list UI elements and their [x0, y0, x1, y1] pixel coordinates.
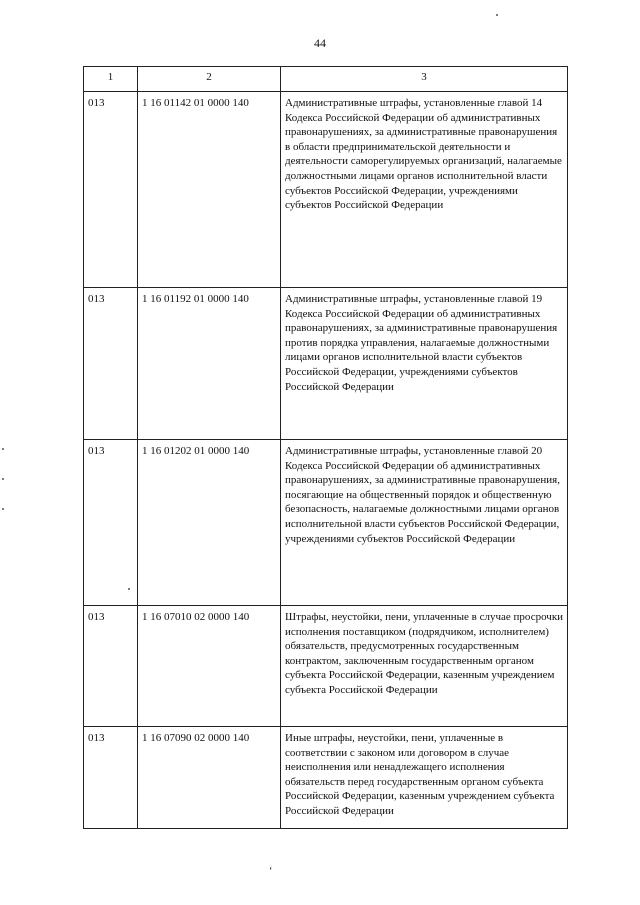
description-cell: Иные штрафы, неустойки, пени, уплаченные в соответствии с законом или договором в случае неисполнения или ненадлежащего исполнения обязательств перед государственным органом субъекта Российской Федерации, казенным учреждением субъекта Российской Федерации [281, 727, 568, 829]
table-row [84, 92, 568, 288]
admin-code-cell: 013 [84, 727, 138, 829]
kbk-code-cell: 1 16 01142 01 0000 140 [138, 92, 281, 288]
table-row [84, 727, 568, 829]
column-header-3: 3 [281, 67, 568, 92]
admin-code-cell: 013 [84, 440, 138, 606]
footer-mark: ‘ [269, 866, 273, 877]
kbk-code-cell: 1 16 07090 02 0000 140 [138, 727, 281, 829]
table-row [84, 288, 568, 440]
kbk-code-cell: 1 16 01192 01 0000 140 [138, 288, 281, 440]
page-number: 44 [314, 36, 326, 50]
column-header-2: 2 [138, 67, 281, 92]
scan-artifact [2, 508, 4, 510]
column-header-1: 1 [84, 67, 138, 92]
kbk-code-cell: 1 16 07010 02 0000 140 [138, 606, 281, 727]
description-cell: Административные штрафы, установленные главой 14 Кодекса Российской Федерации об административных правонарушениях, за административные правонарушения в области предпринимательской деятельности и деятельности саморегулируемых организаций, налагаемые должностными лицами органов исполнительной власти субъектов Российской Федерации, учреждениями субъектов Российской Федерации [281, 92, 568, 288]
admin-code-cell: 013 [84, 288, 138, 440]
admin-code-cell: 013 [84, 92, 138, 288]
table-row [84, 440, 568, 606]
scan-artifact [128, 588, 130, 590]
scan-artifact [2, 478, 4, 480]
scan-artifact [496, 14, 498, 16]
revenue-codes-table [83, 66, 568, 829]
description-cell: Административные штрафы, установленные главой 20 Кодекса Российской Федерации об административных правонарушениях, за административные правонарушения, посягающие на общественный порядок и общественную безопасность, налагаемые должностными лицами органов исполнительной власти субъектов Российской Федерации, учреждениями субъектов Российской Федерации [281, 440, 568, 606]
description-cell: Административные штрафы, установленные главой 19 Кодекса Российской Федерации об административных правонарушениях, за административные правонарушения против порядка управления, налагаемые должностными лицами органов исполнительной власти субъектов Российской Федерации, учреждениями субъектов Российской Федерации [281, 288, 568, 440]
scan-artifact [2, 448, 4, 450]
admin-code-cell: 013 [84, 606, 138, 727]
table-header-row [84, 67, 568, 92]
description-cell: Штрафы, неустойки, пени, уплаченные в случае просрочки исполнения поставщиком (подрядчиком, исполнителем) обязательств, предусмотренных государственным контрактом, заключенным государственным органом субъекта Российской Федерации, казенным учреждением субъекта Российской Федерации [281, 606, 568, 727]
kbk-code-cell: 1 16 01202 01 0000 140 [138, 440, 281, 606]
table-row [84, 606, 568, 727]
